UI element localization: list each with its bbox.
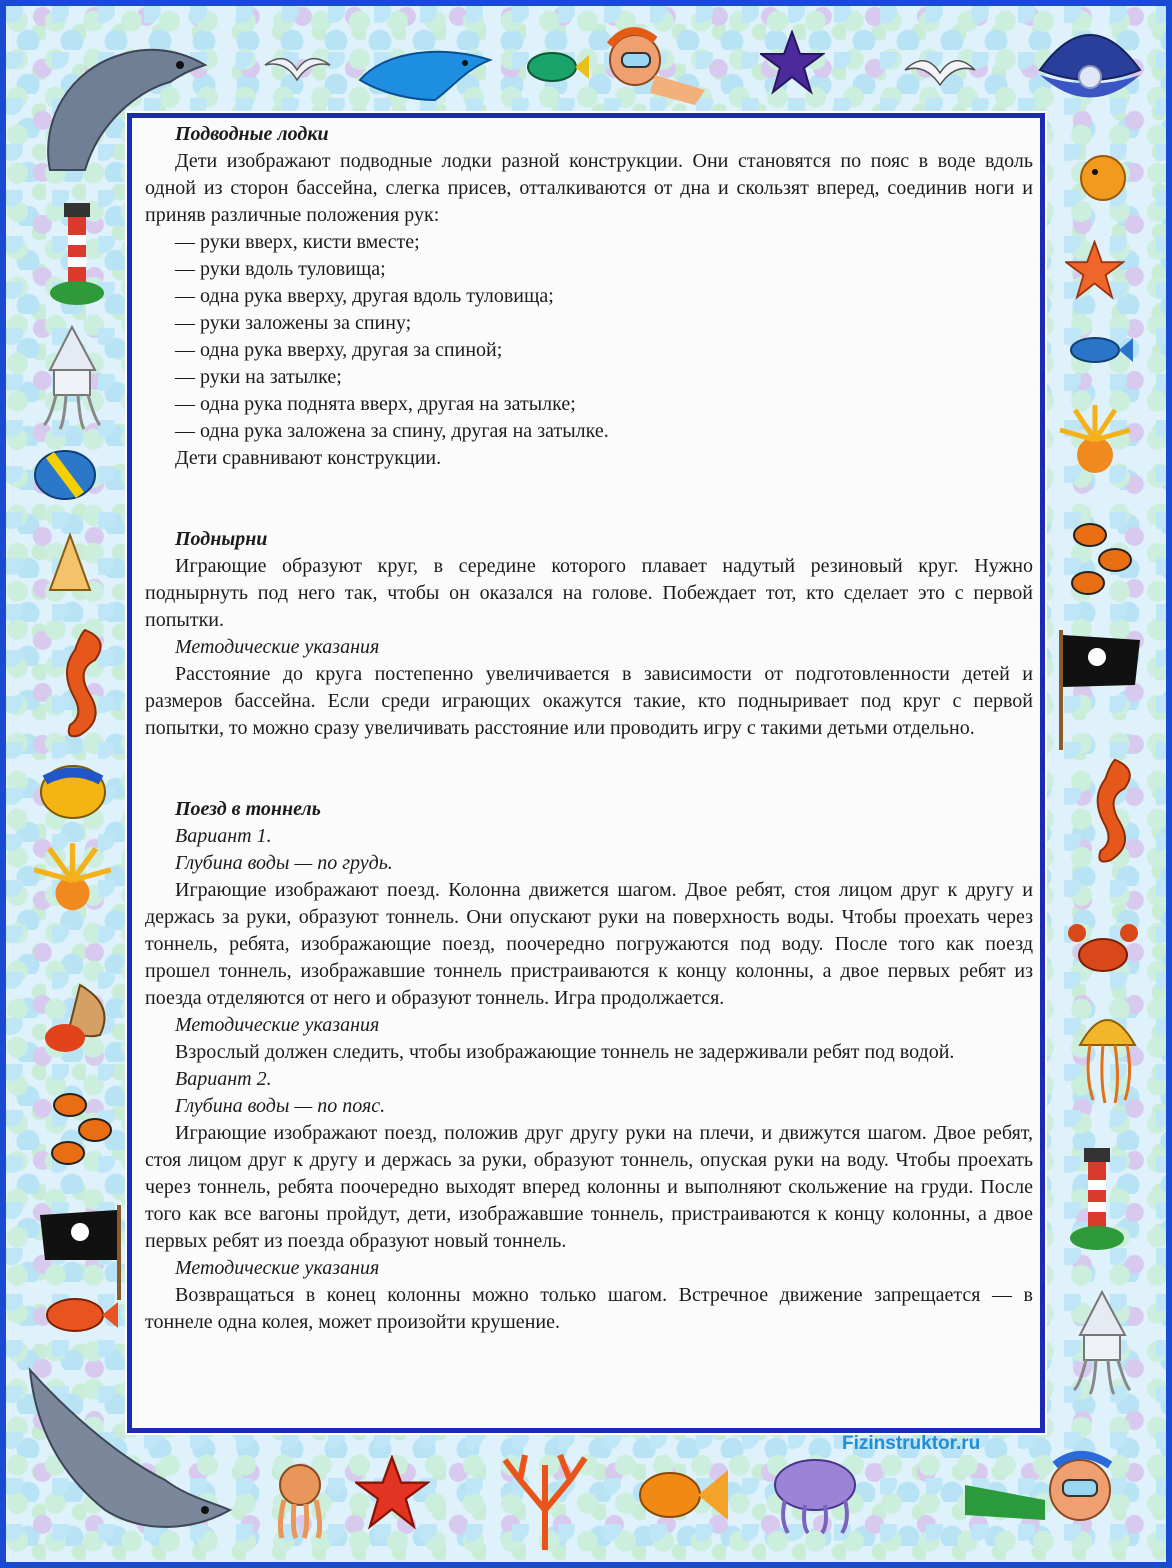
seagull-icon bbox=[260, 45, 335, 90]
list-item: — одна рука заложена за спину, другая на затылке. bbox=[175, 420, 609, 442]
pirate-flag-icon bbox=[35, 1200, 125, 1300]
hermit-crab-icon bbox=[40, 980, 115, 1060]
paragraph: Взрослый должен следить, чтобы изображающие тоннель не задерживали ребят под водой. bbox=[175, 1041, 955, 1063]
starfish-icon bbox=[1065, 240, 1125, 300]
paragraph: Расстояние до круга постепенно увеличивается в зависимости от подготовленности детей и размеров бассейна. Если среди играющих окажутся такие, кто подныривает под круг с первой попытки, то можно сразу увеличивать расстояние или проводить игру с такими детьми отдельно. bbox=[145, 663, 1033, 739]
octopus-icon bbox=[270, 1460, 330, 1540]
section-title: Поднырни bbox=[175, 528, 268, 550]
diver-icon bbox=[955, 1445, 1145, 1555]
site-watermark: Fizinstruktor.ru bbox=[842, 1433, 981, 1454]
fish-icon bbox=[40, 1290, 120, 1340]
paragraph: Дети сравнивают конструкции. bbox=[175, 447, 442, 469]
fish-icon bbox=[520, 45, 590, 90]
section-title: Подводные лодки bbox=[175, 123, 329, 145]
squid-icon bbox=[1070, 1290, 1135, 1395]
fish-icon bbox=[35, 760, 115, 825]
seagull-icon bbox=[900, 45, 980, 95]
fish-icon bbox=[1075, 150, 1135, 205]
paragraph: Дети изображают подводные лодки разной конструкции. Они становятся по пояс в воде вдоль одной из сторон бассейна, слегка присев, отталкиваются от дна и скользят вперед, соединив ноги и приняв различные положения рук: bbox=[145, 150, 1033, 226]
variant-label: Вариант 2. bbox=[175, 1068, 272, 1090]
paragraph: Играющие изображают поезд. Колонна движется шагом. Двое ребят, стоя лицом друг к другу и держась за руки, образуют тоннель. Они опускают руки на поверхность воды. Чтобы проехать через тоннель, ребята, изображающие поезд, поочередно погружаются под воду. После того как поезд прошел тоннель, изображавшие тоннель пристраиваются к концу колонны, а двое первых ребят из поезда отделяются от него и образуют тоннель. Игра продолжается. bbox=[145, 879, 1033, 1009]
starfish-icon bbox=[355, 1455, 430, 1530]
jellyfish-icon bbox=[760, 1455, 870, 1535]
starfish-icon bbox=[760, 30, 825, 95]
shell-icon bbox=[45, 530, 95, 600]
list-item: — одна рука поднята вверх, другая на затылке; bbox=[175, 393, 576, 415]
squid-icon bbox=[40, 325, 105, 430]
jellyfish-icon bbox=[1075, 1005, 1140, 1105]
shell-icon bbox=[1030, 10, 1150, 120]
fish-icon bbox=[30, 445, 100, 505]
paragraph: Играющие изображают поезд, положив друг другу руки на плечи, и движутся шагом. Двое ребят, стоя лицом друг к другу и держась за руки, образуют тоннель, опуская руки на воду. Чтобы проехать через тоннель, ребята поочередно выходят вперед колонны и выполняют скольжение на груди. После того как все вагоны пройдут, дети, изображавшие тоннель, пристраиваются к концу колонны, а двое первых ребят из поезда образуют новый тоннель. bbox=[145, 1122, 1033, 1252]
variant-label: Вариант 1. bbox=[175, 825, 272, 847]
list-item: — руки заложены за спину; bbox=[175, 312, 412, 334]
fish-icon bbox=[630, 1460, 730, 1530]
list-item: — одна рука вверху, другая вдоль туловища; bbox=[175, 285, 554, 307]
fish-icon bbox=[1065, 330, 1135, 370]
paragraph: Возвращаться в конец колонны можно только шагом. Встречное движение запрещается — в тоннеле одна колея, может произойти крушение. bbox=[145, 1284, 1033, 1333]
seahorse-icon bbox=[55, 625, 110, 745]
fish-icon bbox=[1060, 515, 1140, 600]
list-item: — руки вверх, кисти вместе; bbox=[175, 231, 420, 253]
list-item: — руки вдоль туловища; bbox=[175, 258, 386, 280]
notes-label: Методические указания bbox=[175, 1014, 380, 1036]
coral-icon bbox=[30, 840, 115, 925]
crab-icon bbox=[1065, 915, 1140, 980]
notes-label: Методические указания bbox=[175, 636, 380, 658]
diver-icon bbox=[600, 25, 710, 110]
lighthouse-icon bbox=[1070, 1140, 1125, 1250]
coral-icon bbox=[490, 1450, 600, 1550]
document-text bbox=[145, 121, 1033, 1336]
pirate-flag-icon bbox=[1055, 625, 1145, 755]
depth-label: Глубина воды — по грудь. bbox=[175, 852, 393, 874]
paragraph: Играющие образуют круг, в середине которого плавает надутый резиновый круг. Нужно поднырнуть под него так, чтобы он оказался на голове. Побеждает тот, кто сделает это с первой попытки. bbox=[145, 555, 1033, 631]
fish-icon bbox=[40, 1085, 120, 1170]
depth-label: Глубина воды — по пояс. bbox=[175, 1095, 386, 1117]
list-item: — одна рука вверху, другая за спиной; bbox=[175, 339, 503, 361]
list-item: — руки на затылке; bbox=[175, 366, 342, 388]
lighthouse-icon bbox=[50, 195, 105, 305]
section-title: Поезд в тоннель bbox=[175, 798, 321, 820]
coral-icon bbox=[1055, 400, 1135, 480]
dolphin-icon bbox=[355, 30, 495, 110]
seahorse-icon bbox=[1085, 755, 1140, 870]
notes-label: Методические указания bbox=[175, 1257, 380, 1279]
